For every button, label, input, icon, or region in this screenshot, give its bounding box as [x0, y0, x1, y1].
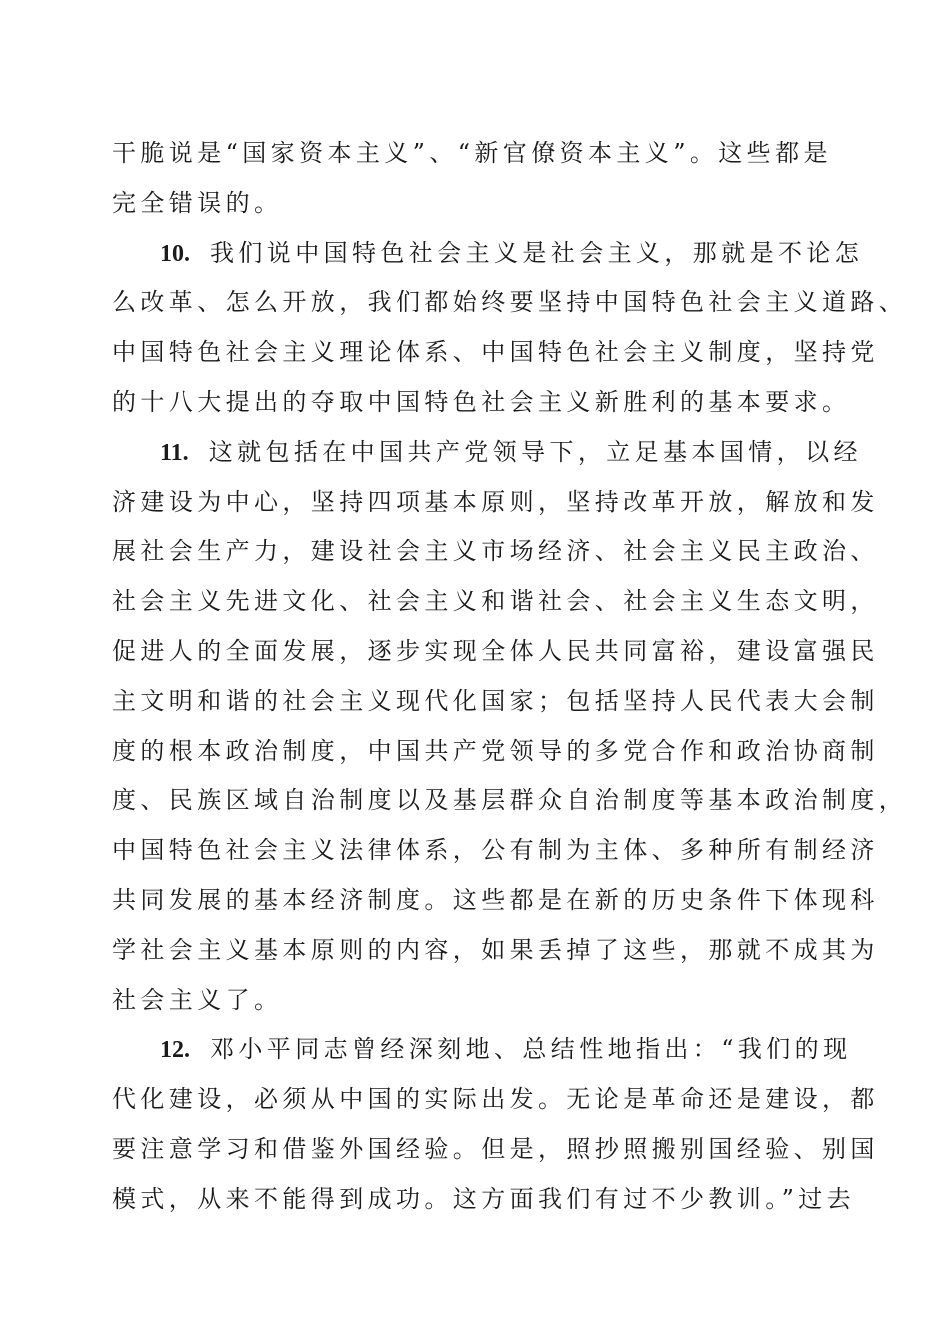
text-line: 要注意学习和借鉴外国经验。但是，照抄照搬别国经验、别国 — [112, 1134, 879, 1163]
text-line: 度的根本政治制度，中国共产党领导的多党合作和政治协商制 — [112, 736, 879, 765]
text-line: 社会主义先进文化、社会主义和谐社会、社会主义生态文明， — [112, 587, 879, 616]
text-line: 模式，从来不能得到成功。这方面我们有过不少教训。”过去 — [112, 1184, 856, 1213]
text-line: 度、民族区域自治制度以及基层群众自治制度等基本政治制度， — [112, 786, 908, 815]
paragraph-10 — [112, 229, 908, 428]
paragraph-number: 12. — [160, 1037, 190, 1064]
text-line: 学社会主义基本原则的内容，如果丢掉了这些，那就不成其为 — [112, 935, 879, 964]
text-line: 完全错误的。 — [112, 188, 283, 217]
paragraph-12 — [112, 1025, 879, 1224]
text-line — [112, 229, 864, 279]
text-line-content: 我们说中国特色社会主义是社会主义，那就是不论怎 — [210, 238, 864, 267]
paragraph-continuation — [112, 129, 832, 229]
document-body — [112, 129, 908, 1225]
text-line: 中国特色社会主义理论体系、中国特色社会主义制度，坚持党 — [112, 338, 879, 367]
text-line: 中国特色社会主义法律体系，公有制为主体、多种所有制经济 — [112, 836, 879, 865]
text-line: 社会主义了。 — [112, 985, 283, 1014]
text-line: 代化建设，必须从中国的实际出发。无论是革命还是建设，都 — [112, 1085, 879, 1114]
text-line: 济建设为中心，坚持四项基本原则，坚持改革开放，解放和发 — [112, 487, 879, 516]
text-line: 主文明和谐的社会主义现代化国家；包括坚持人民代表大会制 — [112, 686, 879, 715]
paragraph-number: 11. — [160, 439, 189, 466]
text-line-content: 这就包括在中国共产党领导下，立足基本国情，以经 — [208, 437, 862, 466]
text-line: 展社会生产力，建设社会主义市场经济、社会主义民主政治、 — [112, 537, 879, 566]
paragraph-number: 10. — [160, 240, 190, 267]
text-line: 促进人的全面发展，逐步实现全体人民共同富裕，建设富强民 — [112, 636, 879, 665]
text-line — [112, 1025, 852, 1075]
text-line: 么改革、怎么开放，我们都始终要坚持中国特色社会主义道路、 — [112, 288, 908, 317]
paragraph-11 — [112, 428, 908, 1026]
text-line: 共同发展的基本经济制度。这些都是在新的历史条件下体现科 — [112, 885, 879, 914]
text-line — [112, 428, 862, 478]
text-line-content: 邓小平同志曾经深刻地、总结性地指出：“我们的现 — [210, 1035, 852, 1064]
text-line: 的十八大提出的夺取中国特色社会主义新胜利的基本要求。 — [112, 387, 851, 416]
text-line: 干脆说是“国家资本主义”、“新官僚资本主义”。这些都是 — [112, 139, 832, 167]
